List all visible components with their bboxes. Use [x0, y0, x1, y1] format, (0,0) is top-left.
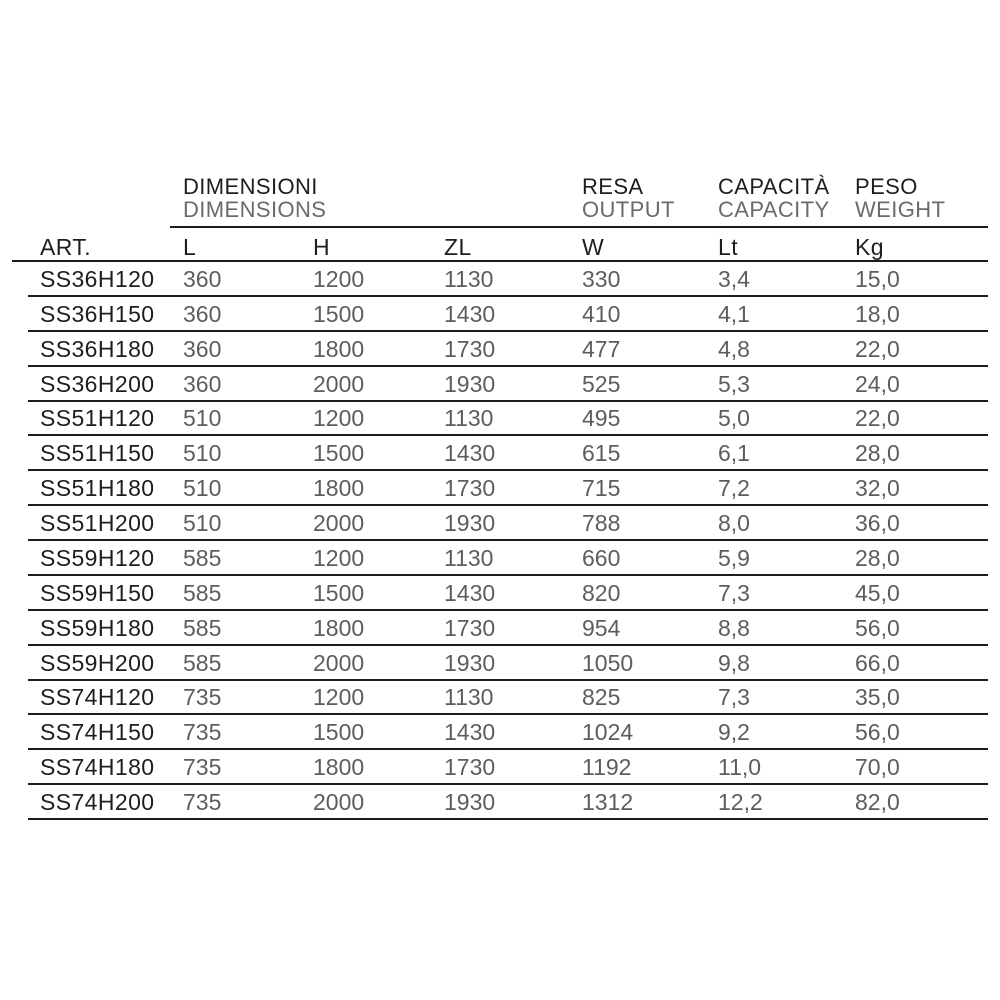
- cell-art: SS59H150: [40, 579, 155, 606]
- cell-art: SS51H150: [40, 440, 155, 467]
- cell-zl: 1130: [444, 544, 494, 571]
- cell-kg: 36,0: [855, 510, 900, 537]
- cell-h: 1500: [313, 579, 365, 606]
- group-header-output: [582, 175, 675, 221]
- cell-l: 585: [183, 579, 222, 606]
- cell-art: SS36H180: [40, 335, 155, 362]
- table-row: [40, 750, 990, 785]
- cell-w: 330: [582, 265, 621, 292]
- cell-lt: 6,1: [718, 440, 750, 467]
- cell-zl: 1930: [444, 649, 496, 676]
- cell-w: 615: [582, 440, 621, 467]
- cell-art: SS59H180: [40, 614, 155, 641]
- cell-kg: 70,0: [855, 754, 900, 781]
- group-header-divider: [170, 226, 988, 228]
- group-header-secondary: CAPACITY: [718, 197, 830, 222]
- cell-l: 360: [183, 265, 222, 292]
- cell-kg: 56,0: [855, 614, 900, 641]
- cell-l: 585: [183, 614, 222, 641]
- cell-lt: 7,3: [718, 579, 750, 606]
- cell-zl: 1430: [444, 440, 496, 467]
- group-header-dimensions: [183, 175, 326, 221]
- cell-h: 1200: [313, 405, 365, 432]
- cell-h: 1200: [313, 265, 365, 292]
- group-header-secondary: OUTPUT: [582, 197, 675, 222]
- spec-table-body: [40, 262, 990, 820]
- group-header-secondary: DIMENSIONS: [183, 197, 327, 222]
- cell-art: SS74H180: [40, 754, 155, 781]
- cell-lt: 7,3: [718, 684, 750, 711]
- cell-kg: 82,0: [855, 789, 900, 816]
- column-header-zl: ZL: [444, 234, 472, 260]
- group-header-secondary: WEIGHT: [855, 197, 946, 222]
- cell-w: 820: [582, 579, 621, 606]
- cell-lt: 4,8: [718, 335, 750, 362]
- cell-lt: 8,8: [718, 614, 750, 641]
- cell-kg: 56,0: [855, 719, 900, 746]
- table-row: [40, 262, 990, 297]
- cell-l: 360: [183, 335, 222, 362]
- cell-zl: 1730: [444, 614, 496, 641]
- cell-kg: 32,0: [855, 475, 900, 502]
- cell-zl: 1130: [444, 405, 494, 432]
- cell-l: 585: [183, 649, 222, 676]
- cell-lt: 5,3: [718, 370, 750, 397]
- cell-h: 1500: [313, 440, 365, 467]
- group-header-primary: CAPACITÀ: [718, 174, 830, 199]
- cell-zl: 1130: [444, 265, 494, 292]
- table-row: [40, 367, 990, 402]
- column-header-h: H: [313, 234, 331, 260]
- table-row: [40, 297, 990, 332]
- group-header-weight: [855, 175, 945, 221]
- table-row: [40, 646, 990, 681]
- cell-lt: 7,2: [718, 475, 750, 502]
- table-row: [40, 506, 990, 541]
- group-header-capacity: [718, 175, 830, 221]
- cell-l: 735: [183, 754, 222, 781]
- cell-w: 660: [582, 544, 621, 571]
- cell-h: 2000: [313, 510, 365, 537]
- cell-art: SS74H200: [40, 789, 155, 816]
- cell-art: SS51H120: [40, 405, 155, 432]
- column-header-art: ART.: [40, 234, 92, 260]
- cell-art: SS51H180: [40, 475, 155, 502]
- cell-h: 1500: [313, 300, 365, 327]
- cell-w: 954: [582, 614, 621, 641]
- cell-kg: 24,0: [855, 370, 900, 397]
- cell-lt: 9,2: [718, 719, 750, 746]
- cell-w: 495: [582, 405, 621, 432]
- cell-w: 1024: [582, 719, 634, 746]
- group-header-primary: RESA: [582, 174, 644, 199]
- cell-h: 2000: [313, 649, 365, 676]
- cell-l: 735: [183, 684, 222, 711]
- cell-kg: 15,0: [855, 265, 900, 292]
- cell-kg: 22,0: [855, 335, 900, 362]
- cell-kg: 18,0: [855, 300, 900, 327]
- cell-lt: 5,9: [718, 544, 750, 571]
- cell-w: 410: [582, 300, 621, 327]
- cell-lt: 5,0: [718, 405, 750, 432]
- cell-kg: 66,0: [855, 649, 900, 676]
- cell-l: 510: [183, 440, 222, 467]
- cell-art: SS59H120: [40, 544, 155, 571]
- cell-w: 788: [582, 510, 621, 537]
- table-row: [40, 471, 990, 506]
- cell-w: 825: [582, 684, 621, 711]
- cell-l: 510: [183, 405, 222, 432]
- cell-art: SS74H150: [40, 719, 155, 746]
- cell-lt: 4,1: [718, 300, 750, 327]
- cell-zl: 1430: [444, 579, 496, 606]
- cell-l: 360: [183, 370, 222, 397]
- cell-w: 525: [582, 370, 621, 397]
- group-header-primary: DIMENSIONI: [183, 174, 318, 199]
- cell-l: 360: [183, 300, 222, 327]
- cell-l: 510: [183, 475, 222, 502]
- cell-lt: 11,0: [718, 754, 762, 781]
- cell-lt: 12,2: [718, 789, 763, 816]
- table-row: [40, 332, 990, 367]
- table-row: [40, 681, 990, 716]
- cell-lt: 3,4: [718, 265, 750, 292]
- cell-zl: 1730: [444, 754, 496, 781]
- column-header-lt: Lt: [718, 234, 738, 260]
- table-row: [40, 611, 990, 646]
- cell-art: SS51H200: [40, 510, 155, 537]
- table-row: [40, 436, 990, 471]
- group-header-primary: PESO: [855, 174, 918, 199]
- cell-l: 585: [183, 544, 222, 571]
- cell-art: SS59H200: [40, 649, 155, 676]
- cell-h: 1200: [313, 684, 365, 711]
- column-header-w: W: [582, 234, 605, 260]
- table-row: [40, 576, 990, 611]
- cell-w: 1312: [582, 789, 634, 816]
- cell-zl: 1730: [444, 475, 496, 502]
- table-row: [40, 541, 990, 576]
- cell-zl: 1930: [444, 370, 496, 397]
- cell-kg: 28,0: [855, 440, 900, 467]
- cell-h: 1500: [313, 719, 365, 746]
- cell-zl: 1430: [444, 300, 496, 327]
- table-row: [40, 785, 990, 820]
- cell-w: 1192: [582, 754, 632, 781]
- cell-h: 1800: [313, 614, 365, 641]
- cell-kg: 22,0: [855, 405, 900, 432]
- cell-art: SS36H200: [40, 370, 155, 397]
- column-header-kg: Kg: [855, 234, 884, 260]
- cell-zl: 1430: [444, 719, 496, 746]
- cell-h: 2000: [313, 370, 365, 397]
- cell-zl: 1930: [444, 510, 496, 537]
- cell-zl: 1930: [444, 789, 496, 816]
- cell-kg: 35,0: [855, 684, 900, 711]
- cell-l: 735: [183, 789, 222, 816]
- cell-art: SS36H150: [40, 300, 155, 327]
- cell-h: 1800: [313, 754, 365, 781]
- cell-art: SS74H120: [40, 684, 155, 711]
- cell-zl: 1730: [444, 335, 496, 362]
- cell-h: 1800: [313, 335, 365, 362]
- cell-kg: 45,0: [855, 579, 900, 606]
- cell-lt: 9,8: [718, 649, 750, 676]
- cell-h: 1200: [313, 544, 365, 571]
- column-header-l: L: [183, 234, 197, 260]
- cell-h: 1800: [313, 475, 365, 502]
- cell-w: 715: [582, 475, 621, 502]
- cell-lt: 8,0: [718, 510, 750, 537]
- cell-l: 735: [183, 719, 222, 746]
- cell-l: 510: [183, 510, 222, 537]
- cell-h: 2000: [313, 789, 365, 816]
- cell-w: 477: [582, 335, 621, 362]
- cell-kg: 28,0: [855, 544, 900, 571]
- cell-art: SS36H120: [40, 265, 155, 292]
- table-row: [40, 402, 990, 437]
- table-row: [40, 715, 990, 750]
- cell-zl: 1130: [444, 684, 494, 711]
- cell-w: 1050: [582, 649, 634, 676]
